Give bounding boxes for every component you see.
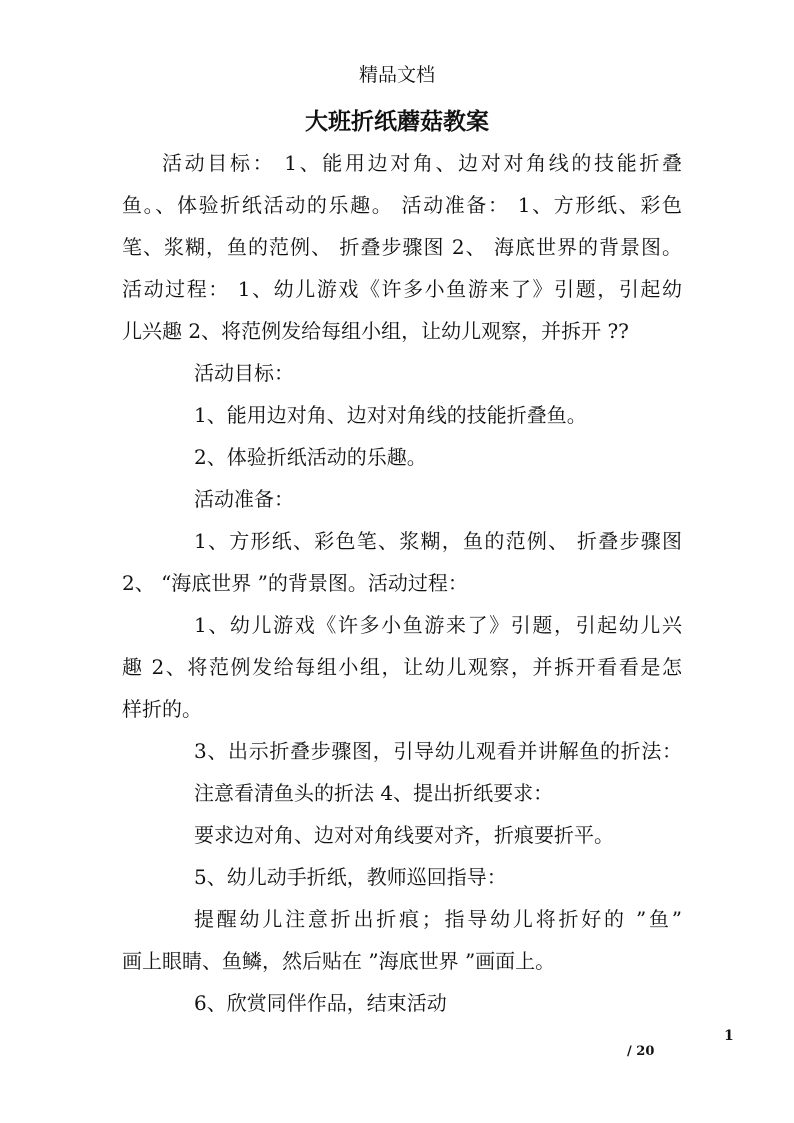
body-line: 3、出示折叠步骤图，引导幼儿观看并讲解鱼的折法：: [194, 739, 682, 763]
body-line: 鱼。、体验折纸活动的乐趣。 活动准备： 1、方形纸、彩色: [122, 193, 682, 217]
body-line: 1、方形纸、彩色笔、浆糊，鱼的范例、 折叠步骤图: [194, 529, 682, 553]
body-line: 活动目标：: [194, 361, 294, 385]
document-header: 精品文档: [358, 64, 435, 86]
body-line: 画上眼睛、鱼鳞，然后贴在 ”海底世界 ”画面上。: [122, 949, 556, 973]
body-line: 活动准备：: [194, 487, 294, 511]
page-number: 1: [724, 1028, 734, 1044]
document-title: 大班折纸蘑菇教案: [305, 108, 489, 135]
body-line: 活动过程： 1、幼儿游戏《许多小鱼游来了》引题，引起幼: [122, 277, 682, 301]
page-total: / 20: [627, 1044, 655, 1059]
body-line: 提醒幼儿注意折出折痕；指导幼儿将折好的 ”鱼”: [194, 907, 682, 931]
body-line: 注意看清鱼头的折法 4、提出折纸要求：: [194, 781, 554, 805]
body-line: 1、能用边对角、边对对角线的技能折叠鱼。: [194, 403, 587, 427]
body-line: 2、体验折纸活动的乐趣。: [194, 445, 427, 469]
body-line: 5、幼儿动手折纸，教师巡回指导：: [194, 865, 507, 889]
body-line: 活动目标： 1、能用边对角、边对对角线的技能折叠: [162, 151, 682, 175]
body-line: 2、 “海底世界 ”的背景图。活动过程：: [122, 571, 468, 595]
body-line: 要求边对角、边对对角线要对齐，折痕要折平。: [194, 823, 614, 847]
body-line: 6、欣赏同伴作品，结束活动: [194, 991, 447, 1015]
body-line: 1、幼儿游戏《许多小鱼游来了》引题，引起幼儿兴: [194, 613, 682, 637]
body-line: 儿兴趣 2、将范例发给每组小组，让幼儿观察，并拆开 ??: [122, 319, 629, 343]
document-body: [122, 142, 682, 1024]
body-line: 趣 2、将范例发给每组小组，让幼儿观察，并拆开看看是怎: [122, 655, 682, 679]
body-line: 样折的。: [122, 697, 202, 721]
body-line: 笔、浆糊，鱼的范例、 折叠步骤图 2、 海底世界的背景图。: [122, 235, 682, 259]
